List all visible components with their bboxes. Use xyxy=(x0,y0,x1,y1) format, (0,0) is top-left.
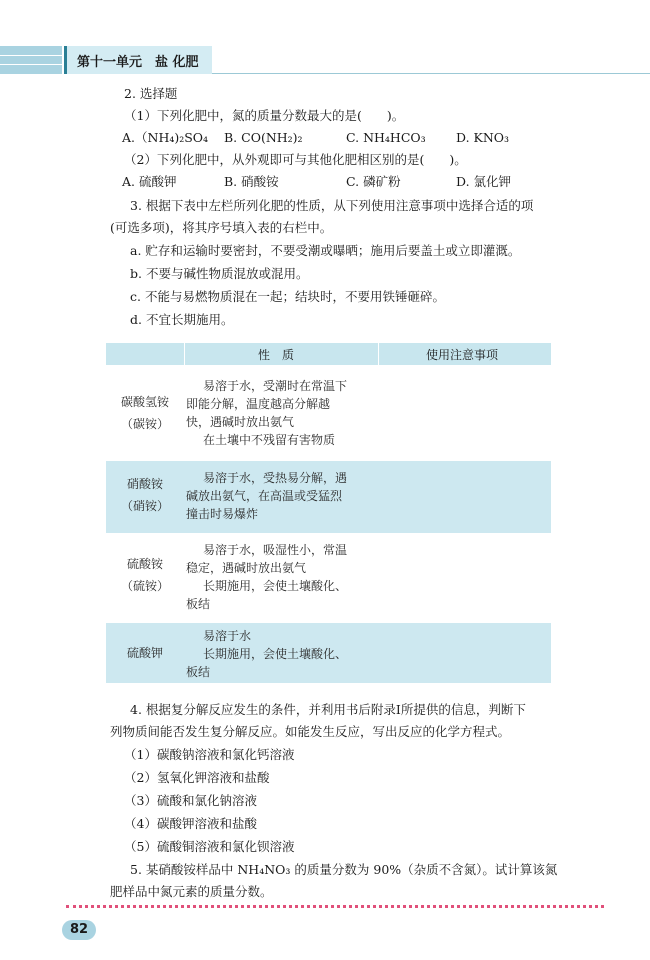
fertilizer-properties: 易溶于水，受热易分解，遇 碱放出氨气，在高温或受猛烈 撞击时易爆炸 xyxy=(186,471,348,521)
fertilizer-name: 碳酸氢铵 xyxy=(120,395,169,409)
q2-1-stem: （1）下列化肥中，氮的质量分数最大的是( )。 xyxy=(124,108,405,123)
usage-answer-cell[interactable] xyxy=(378,373,551,457)
fertilizer-table xyxy=(106,343,551,691)
header-rule xyxy=(212,73,650,74)
q2-2-option-d: D. 氯化钾 xyxy=(456,174,512,189)
q2-1-option-b: B. CO(NH₂)₂ xyxy=(224,130,303,145)
q3-option-b: b. 不要与碱性物质混放或混用。 xyxy=(130,266,309,281)
q2-1-option-c: C. NH₄HCO₃ xyxy=(346,130,426,145)
q2-title: 2. 选择题 xyxy=(124,86,178,101)
q3-line1: 3. 根据下表中左栏所列化肥的性质，从下列使用注意事项中选择合适的项 xyxy=(130,198,534,213)
q5-line1: 5. 某硝酸铵样品中 NH₄NO₃ 的质量分数为 90%（杂质不含氮）。试计算该氮 xyxy=(130,862,558,877)
fertilizer-alias: （硝铵） xyxy=(120,499,169,513)
table-row xyxy=(106,373,551,457)
fertilizer-alias: （碳铵） xyxy=(120,417,169,431)
q4-item: （3）硫酸和氯化钠溶液 xyxy=(124,793,257,808)
q4-item: （2）氢氧化钾溶液和盐酸 xyxy=(124,770,270,785)
fertilizer-name: 硝酸铵 xyxy=(126,477,163,491)
q2-1-option-d: D. KNO₃ xyxy=(456,130,510,145)
usage-answer-cell[interactable] xyxy=(378,461,551,533)
header-usage: 使用注意事项 xyxy=(426,348,499,362)
usage-answer-cell[interactable] xyxy=(378,623,551,683)
q4-item: （1）碳酸钠溶液和氯化钙溶液 xyxy=(124,747,295,762)
fertilizer-name: 硫酸铵 xyxy=(126,557,163,571)
header-decoration xyxy=(0,46,62,74)
q2-2-option-a: A. 硫酸钾 xyxy=(122,174,177,189)
q2-2-option-c: C. 磷矿粉 xyxy=(346,174,401,189)
table-row xyxy=(106,539,551,619)
page-header xyxy=(0,46,650,74)
fertilizer-properties: 易溶于水，受潮时在常温下 即能分解，温度越高分解越 快，遇碱时放出氨气 在土壤中不残留有害物质 xyxy=(186,379,348,447)
table-row xyxy=(106,461,551,533)
fertilizer-properties: 易溶于水，吸湿性小，常温 稳定，遇碱时放出氨气 长期施用，会使土壤酸化、 板结 xyxy=(186,543,348,611)
table-header-row xyxy=(106,343,551,365)
q2-1-option-a: A.（NH₄)₂SO₄ xyxy=(122,130,209,145)
q3-option-a: a. 贮存和运输时要密封，不要受潮或曝晒；施用后要盖土或立即灌溉。 xyxy=(130,243,521,258)
header-property: 性 质 xyxy=(258,348,295,362)
q4-item: （4）碳酸钾溶液和盐酸 xyxy=(124,816,257,831)
q4-line1: 4. 根据复分解反应发生的条件，并利用书后附录Ⅰ所提供的信息，判断下 xyxy=(130,702,526,717)
table-row xyxy=(106,623,551,683)
q3-option-c: c. 不能与易燃物质混在一起；结块时，不要用铁锤砸碎。 xyxy=(130,289,445,304)
footer-dotted-divider xyxy=(66,905,604,908)
q3-line2: (可选多项)，将其序号填入表的右栏中。 xyxy=(110,220,333,235)
q3-option-d: d. 不宜长期施用。 xyxy=(130,312,234,327)
page-number: 82 xyxy=(62,920,96,940)
fertilizer-properties: 易溶于水 长期施用，会使土壤酸化、 板结 xyxy=(186,629,348,679)
fertilizer-name: 硫酸钾 xyxy=(126,646,163,660)
q4-item: （5）硫酸铜溶液和氯化钡溶液 xyxy=(124,839,295,854)
fertilizer-alias: （硫铵） xyxy=(120,579,169,593)
q2-2-stem: （2）下列化肥中，从外观即可与其他化肥相区别的是( )。 xyxy=(124,152,467,167)
usage-answer-cell[interactable] xyxy=(378,539,551,619)
q2-2-option-b: B. 硝酸铵 xyxy=(224,174,279,189)
q4-line2: 列物质间能否发生复分解反应。如能发生反应，写出反应的化学方程式。 xyxy=(110,724,511,739)
q5-line2: 肥样品中氮元素的质量分数。 xyxy=(110,884,273,899)
header-title-box xyxy=(64,46,212,74)
chapter-title: 第十一单元 盐 化肥 xyxy=(77,55,199,70)
